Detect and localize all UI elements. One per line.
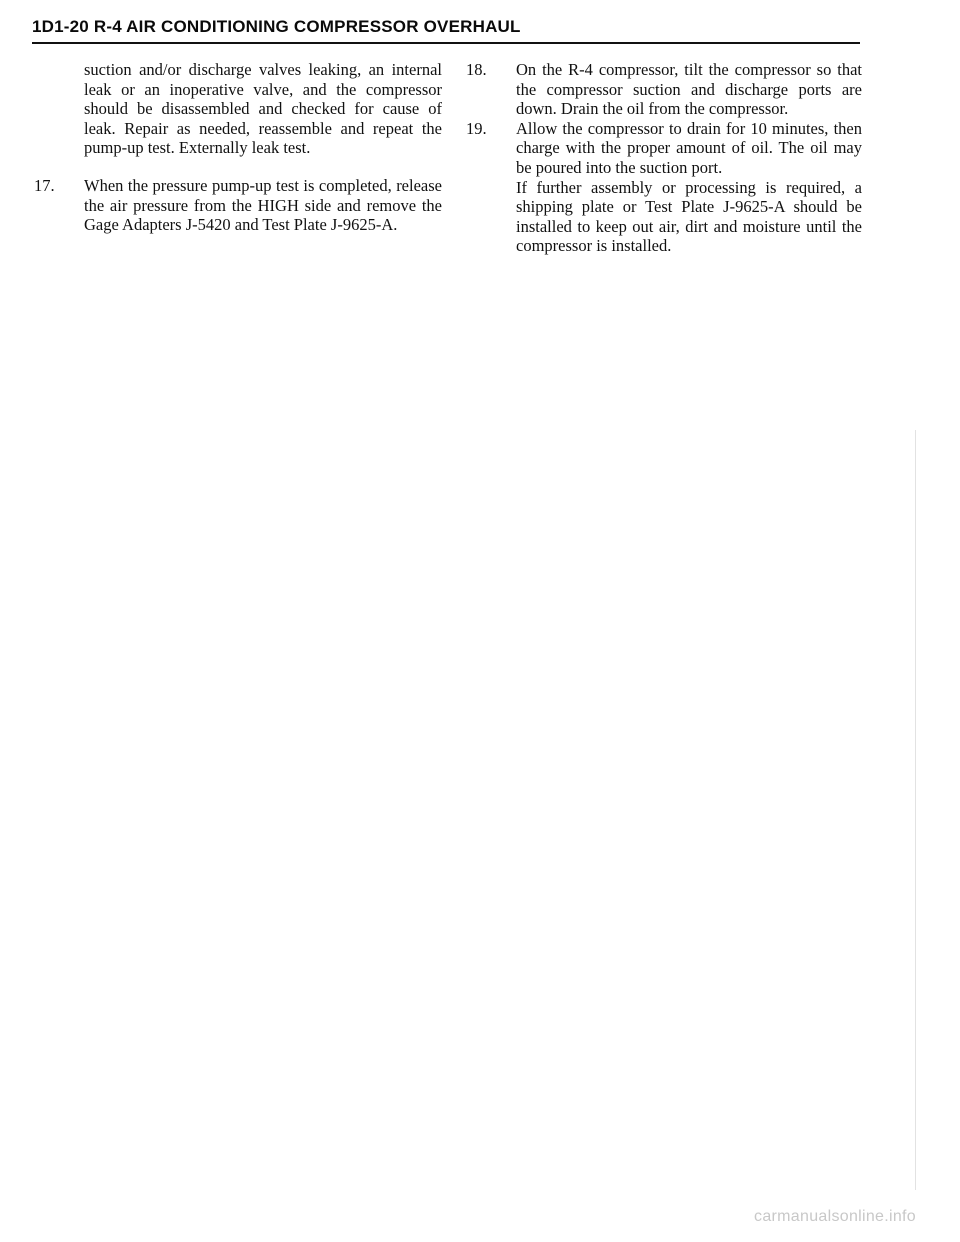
watermark-text: carmanualsonline.info xyxy=(754,1208,916,1225)
left-column xyxy=(34,60,442,253)
step-text: When the pressure pump-up test is completed, release the air pressure from the HIGH side and remove the Gage Adapters J-5420 and Test Plate J-9625-A. xyxy=(84,175,442,235)
step-19 xyxy=(466,119,862,178)
step-text: On the R-4 compressor, tilt the compressor so that the compressor suction and discharge ports are down. Drain the oil from the compressor. xyxy=(516,60,862,119)
continued-paragraph xyxy=(34,60,442,158)
continued-paragraph-text: suction and/or discharge valves leaking, an internal leak or an inoperative valve, and the compressor should be disassembled and checked for cause of leak. Repair as needed, reassemble and repeat the pump-up test. Externally leak test. xyxy=(84,60,442,158)
step-18 xyxy=(466,60,862,119)
header-rule xyxy=(32,42,860,44)
step-text: Allow the compressor to drain for 10 minutes, then charge with the proper amount of oil. The oil may be poured into the suction port. xyxy=(516,118,862,177)
step-number: 19. xyxy=(466,118,487,138)
right-column xyxy=(466,60,862,274)
step-19-continuation xyxy=(466,178,862,256)
page-title: 1D1-20 R-4 AIR CONDITIONING COMPRESSOR OVERHAUL xyxy=(32,17,521,36)
step-number: 17. xyxy=(34,175,55,195)
step-17 xyxy=(34,176,442,235)
page-header xyxy=(32,16,860,38)
scan-edge-line xyxy=(915,430,916,1190)
step-continuation-text: If further assembly or processing is required, a shipping plate or Test Plate J-9625-A should be installed to keep out air, dirt and moisture until the compressor is installed. xyxy=(516,177,862,256)
step-number: 18. xyxy=(466,60,487,79)
